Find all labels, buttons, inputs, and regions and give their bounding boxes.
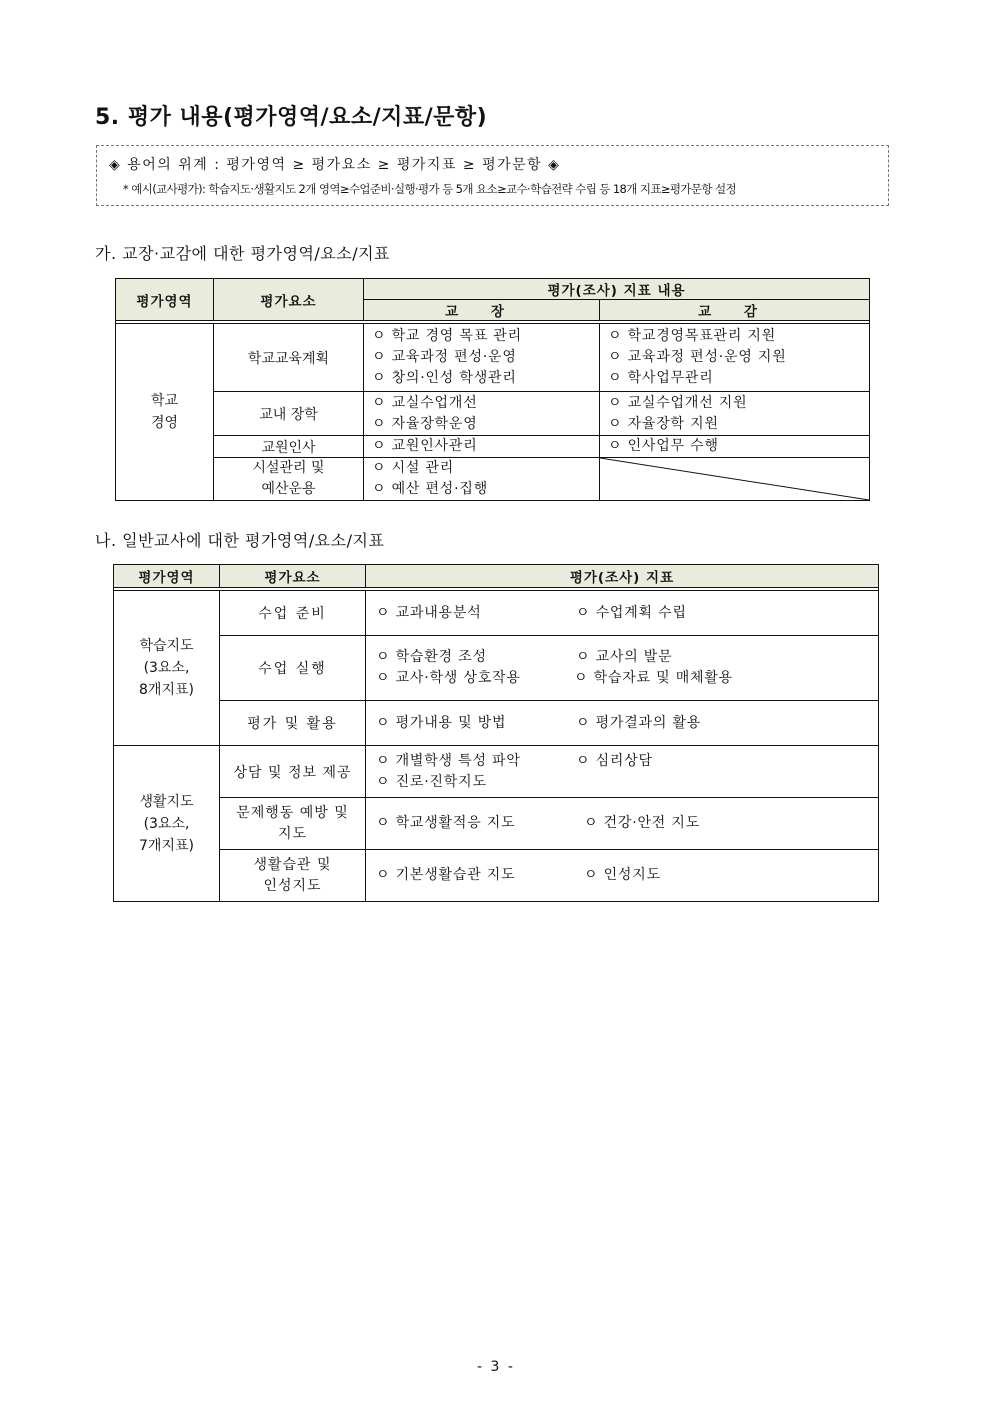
empty-diagonal-cell [600,458,870,501]
element-cell: 상담 및 정보 제공 [220,746,366,798]
definition-line-1: ◈ 용어의 위계 : 평가영역 ≥ 평가요소 ≥ 평가지표 ≥ 평가문항 ◈ [109,157,561,173]
header-area: 평가영역 [116,279,214,321]
header-indicator: 평가(조사) 지표 [366,565,879,588]
header-element: 평가요소 [220,565,366,588]
header-element: 평가요소 [214,279,364,321]
element-cell: 교원인사 [214,436,364,458]
diagonal-line [600,458,869,500]
area-school-management: 학교 경영 [116,324,214,501]
indicator-cell: ㅇ 기본생활습관 지도 ㅇ 인성지도 [366,850,879,902]
element-cell: 교내 장학 [214,392,364,436]
section-title: 5. 평가 내용(평가영역/요소/지표/문항) [95,105,488,130]
principal-vice-table [115,278,870,501]
indicator-cell: ㅇ 개별학생 특성 파악 ㅇ 심리상담 ㅇ 진로·진학지도 [366,746,879,798]
principal-indicators: ㅇ 시설 관리 ㅇ 예산 편성·집행 [364,458,600,501]
area-life-guidance: 생활지도 (3요소, 7개지표) [114,746,220,902]
definition-box [96,145,889,206]
element-cell: 생활습관 및 인성지도 [220,850,366,902]
indicator-cell: ㅇ 교과내용분석 ㅇ 수업계획 수립 [366,591,879,636]
subsection-b-title: 나. 일반교사에 대한 평가영역/요소/지표 [95,531,385,550]
element-cell: 수업 실행 [220,636,366,701]
header-vice: 교 감 [600,300,870,321]
header-indicator: 평가(조사) 지표 내용 [364,279,870,300]
element-cell: 시설관리 및 예산운용 [214,458,364,501]
element-cell: 수업 준비 [220,591,366,636]
vice-indicators: ㅇ 인사업무 수행 [600,436,870,458]
principal-indicators: ㅇ 교실수업개선 ㅇ 자율장학운영 [364,392,600,436]
element-cell: 학교교육계획 [214,324,364,392]
indicator-cell: ㅇ 평가내용 및 방법 ㅇ 평가결과의 활용 [366,701,879,746]
element-cell: 문제행동 예방 및 지도 [220,798,366,850]
indicator-cell: ㅇ 학습환경 조성 ㅇ 교사의 발문 ㅇ 교사·학생 상호작용 ㅇ 학습자료 및 매체활용 [366,636,879,701]
element-cell: 평가 및 활용 [220,701,366,746]
header-principal: 교 장 [364,300,600,321]
header-area: 평가영역 [114,565,220,588]
definition-line-2: * 예시(교사평가): 학습지도·생활지도 2개 영역≥수업준비·실행·평가 등 5개 요소≥교수·학습전략 수립 등 18개 지표≥평가문항 설정 [123,182,736,196]
vice-indicators: ㅇ 교실수업개선 지원 ㅇ 자율장학 지원 [600,392,870,436]
principal-indicators: ㅇ 학교 경영 목표 관리 ㅇ 교육과정 편성·운영 ㅇ 창의·인성 학생관리 [364,324,600,392]
subsection-a-title: 가. 교장·교감에 대한 평가영역/요소/지표 [95,244,391,263]
area-learning-guidance: 학습지도 (3요소, 8개지표) [114,591,220,746]
vice-indicators: ㅇ 학교경영목표관리 지원 ㅇ 교육과정 편성·운영 지원 ㅇ 학사업무관리 [600,324,870,392]
principal-indicators: ㅇ 교원인사관리 [364,436,600,458]
page-number: - 3 - [477,1359,515,1375]
indicator-cell: ㅇ 학교생활적응 지도 ㅇ 건강·안전 지도 [366,798,879,850]
teacher-table [113,564,879,902]
